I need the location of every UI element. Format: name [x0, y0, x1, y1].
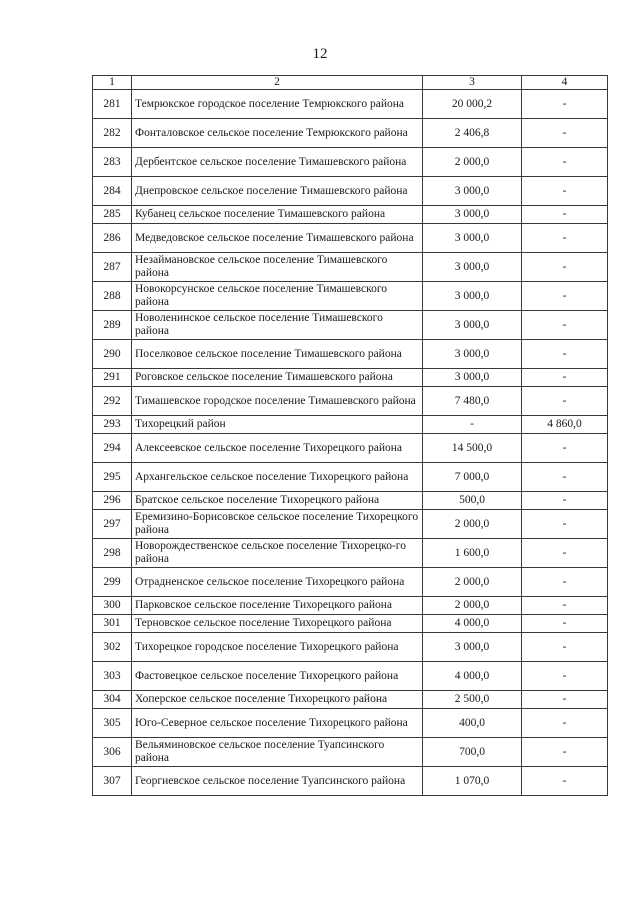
row-number: 290 [93, 340, 132, 369]
row-number: 296 [93, 492, 132, 510]
row-number: 299 [93, 568, 132, 597]
extra-value: - [522, 615, 608, 633]
row-number: 285 [93, 206, 132, 224]
row-number: 305 [93, 709, 132, 738]
extra-value: - [522, 282, 608, 311]
row-number: 293 [93, 416, 132, 434]
row-number: 302 [93, 633, 132, 662]
extra-value: - [522, 568, 608, 597]
settlement-name: Отрадненское сельское поселение Тихорецкого района [132, 568, 423, 597]
column-header-number: 1 [93, 76, 132, 90]
amount-value: 7 000,0 [423, 463, 522, 492]
row-number: 300 [93, 597, 132, 615]
table-row [93, 615, 608, 633]
settlement-name: Хоперское сельское поселение Тихорецкого района [132, 691, 423, 709]
row-number: 281 [93, 90, 132, 119]
table-row [93, 568, 608, 597]
settlement-name: Новоленинское сельское поселение Тимашевского района [132, 311, 423, 340]
extra-value: - [522, 177, 608, 206]
extra-value: - [522, 206, 608, 224]
table-row [93, 662, 608, 691]
extra-value: 4 860,0 [522, 416, 608, 434]
table-row [93, 492, 608, 510]
row-number: 289 [93, 311, 132, 340]
row-number: 291 [93, 369, 132, 387]
settlement-name: Фастовецкое сельское поселение Тихорецкого района [132, 662, 423, 691]
amount-value: 3 000,0 [423, 311, 522, 340]
settlement-name: Алексеевское сельское поселение Тихорецкого района [132, 434, 423, 463]
table-row [93, 206, 608, 224]
settlement-name: Фонталовское сельское поселение Темрюкского района [132, 119, 423, 148]
settlement-name: Медведовское сельское поселение Тимашевского района [132, 224, 423, 253]
settlement-name: Незаймановское сельское поселение Тимашевского района [132, 253, 423, 282]
row-number: 307 [93, 767, 132, 796]
settlement-name: Тихорецкий район [132, 416, 423, 434]
extra-value: - [522, 148, 608, 177]
table-row [93, 369, 608, 387]
row-number: 298 [93, 539, 132, 568]
extra-value: - [522, 767, 608, 796]
amount-value: 14 500,0 [423, 434, 522, 463]
extra-value: - [522, 633, 608, 662]
table-row [93, 282, 608, 311]
table-row [93, 177, 608, 206]
table-row [93, 90, 608, 119]
column-header-name: 2 [132, 76, 423, 90]
amount-value: 2 000,0 [423, 510, 522, 539]
table-row [93, 387, 608, 416]
table-row [93, 253, 608, 282]
table-row [93, 539, 608, 568]
table-row [93, 311, 608, 340]
amount-value: 700,0 [423, 738, 522, 767]
table-header-row [93, 76, 608, 90]
extra-value: - [522, 253, 608, 282]
table-row [93, 597, 608, 615]
settlement-name: Кубанец сельское поселение Тимашевского района [132, 206, 423, 224]
allocation-table [92, 75, 608, 796]
table-row [93, 416, 608, 434]
row-number: 288 [93, 282, 132, 311]
table-row [93, 633, 608, 662]
table-row [93, 148, 608, 177]
extra-value: - [522, 597, 608, 615]
extra-value: - [522, 387, 608, 416]
settlement-name: Поселковое сельское поселение Тимашевского района [132, 340, 423, 369]
extra-value: - [522, 738, 608, 767]
row-number: 297 [93, 510, 132, 539]
settlement-name: Вельяминовское сельское поселение Туапсинского района [132, 738, 423, 767]
row-number: 282 [93, 119, 132, 148]
row-number: 304 [93, 691, 132, 709]
table-row [93, 434, 608, 463]
amount-value: 2 000,0 [423, 597, 522, 615]
amount-value: 400,0 [423, 709, 522, 738]
amount-value: 3 000,0 [423, 633, 522, 662]
amount-value: 2 500,0 [423, 691, 522, 709]
extra-value: - [522, 463, 608, 492]
amount-value: - [423, 416, 522, 434]
extra-value: - [522, 539, 608, 568]
table-row [93, 119, 608, 148]
amount-value: 7 480,0 [423, 387, 522, 416]
amount-value: 3 000,0 [423, 206, 522, 224]
settlement-name: Тихорецкое городское поселение Тихорецкого района [132, 633, 423, 662]
settlement-name: Терновское сельское поселение Тихорецкого района [132, 615, 423, 633]
extra-value: - [522, 691, 608, 709]
extra-value: - [522, 434, 608, 463]
settlement-name: Тимашевское городское поселение Тимашевского района [132, 387, 423, 416]
table-row [93, 340, 608, 369]
settlement-name: Новорождественское сельское поселение Тихорецко-го района [132, 539, 423, 568]
settlement-name: Архангельское сельское поселение Тихорецкого района [132, 463, 423, 492]
settlement-name: Темрюкское городское поселение Темрюкского района [132, 90, 423, 119]
settlement-name: Парковское сельское поселение Тихорецкого района [132, 597, 423, 615]
table-row [93, 510, 608, 539]
extra-value: - [522, 709, 608, 738]
column-header-extra: 4 [522, 76, 608, 90]
row-number: 301 [93, 615, 132, 633]
extra-value: - [522, 510, 608, 539]
settlement-name: Днепровское сельское поселение Тимашевского района [132, 177, 423, 206]
amount-value: 3 000,0 [423, 340, 522, 369]
amount-value: 3 000,0 [423, 253, 522, 282]
amount-value: 3 000,0 [423, 369, 522, 387]
column-header-amount: 3 [423, 76, 522, 90]
amount-value: 2 000,0 [423, 568, 522, 597]
amount-value: 1 600,0 [423, 539, 522, 568]
row-number: 292 [93, 387, 132, 416]
amount-value: 2 406,8 [423, 119, 522, 148]
row-number: 283 [93, 148, 132, 177]
amount-value: 500,0 [423, 492, 522, 510]
amount-value: 4 000,0 [423, 662, 522, 691]
amount-value: 1 070,0 [423, 767, 522, 796]
settlement-name: Роговское сельское поселение Тимашевского района [132, 369, 423, 387]
row-number: 284 [93, 177, 132, 206]
extra-value: - [522, 340, 608, 369]
row-number: 295 [93, 463, 132, 492]
table-row [93, 767, 608, 796]
page-number: 12 [312, 46, 328, 62]
extra-value: - [522, 369, 608, 387]
table-row [93, 691, 608, 709]
settlement-name: Георгиевское сельское поселение Туапсинского района [132, 767, 423, 796]
extra-value: - [522, 90, 608, 119]
table-row [93, 224, 608, 253]
amount-value: 3 000,0 [423, 177, 522, 206]
extra-value: - [522, 662, 608, 691]
settlement-name: Юго-Северное сельское поселение Тихорецкого района [132, 709, 423, 738]
row-number: 306 [93, 738, 132, 767]
row-number: 294 [93, 434, 132, 463]
amount-value: 4 000,0 [423, 615, 522, 633]
settlement-name: Дербентское сельское поселение Тимашевского района [132, 148, 423, 177]
row-number: 287 [93, 253, 132, 282]
table-row [93, 463, 608, 492]
extra-value: - [522, 224, 608, 253]
amount-value: 20 000,2 [423, 90, 522, 119]
table-row [93, 709, 608, 738]
row-number: 286 [93, 224, 132, 253]
row-number: 303 [93, 662, 132, 691]
amount-value: 2 000,0 [423, 148, 522, 177]
settlement-name: Братское сельское поселение Тихорецкого района [132, 492, 423, 510]
amount-value: 3 000,0 [423, 224, 522, 253]
table-row [93, 738, 608, 767]
table-body [93, 90, 608, 796]
settlement-name: Еремизино-Борисовское сельское поселение Тихорецкого района [132, 510, 423, 539]
extra-value: - [522, 311, 608, 340]
amount-value: 3 000,0 [423, 282, 522, 311]
extra-value: - [522, 119, 608, 148]
settlement-name: Новокорсунское сельское поселение Тимашевского района [132, 282, 423, 311]
extra-value: - [522, 492, 608, 510]
